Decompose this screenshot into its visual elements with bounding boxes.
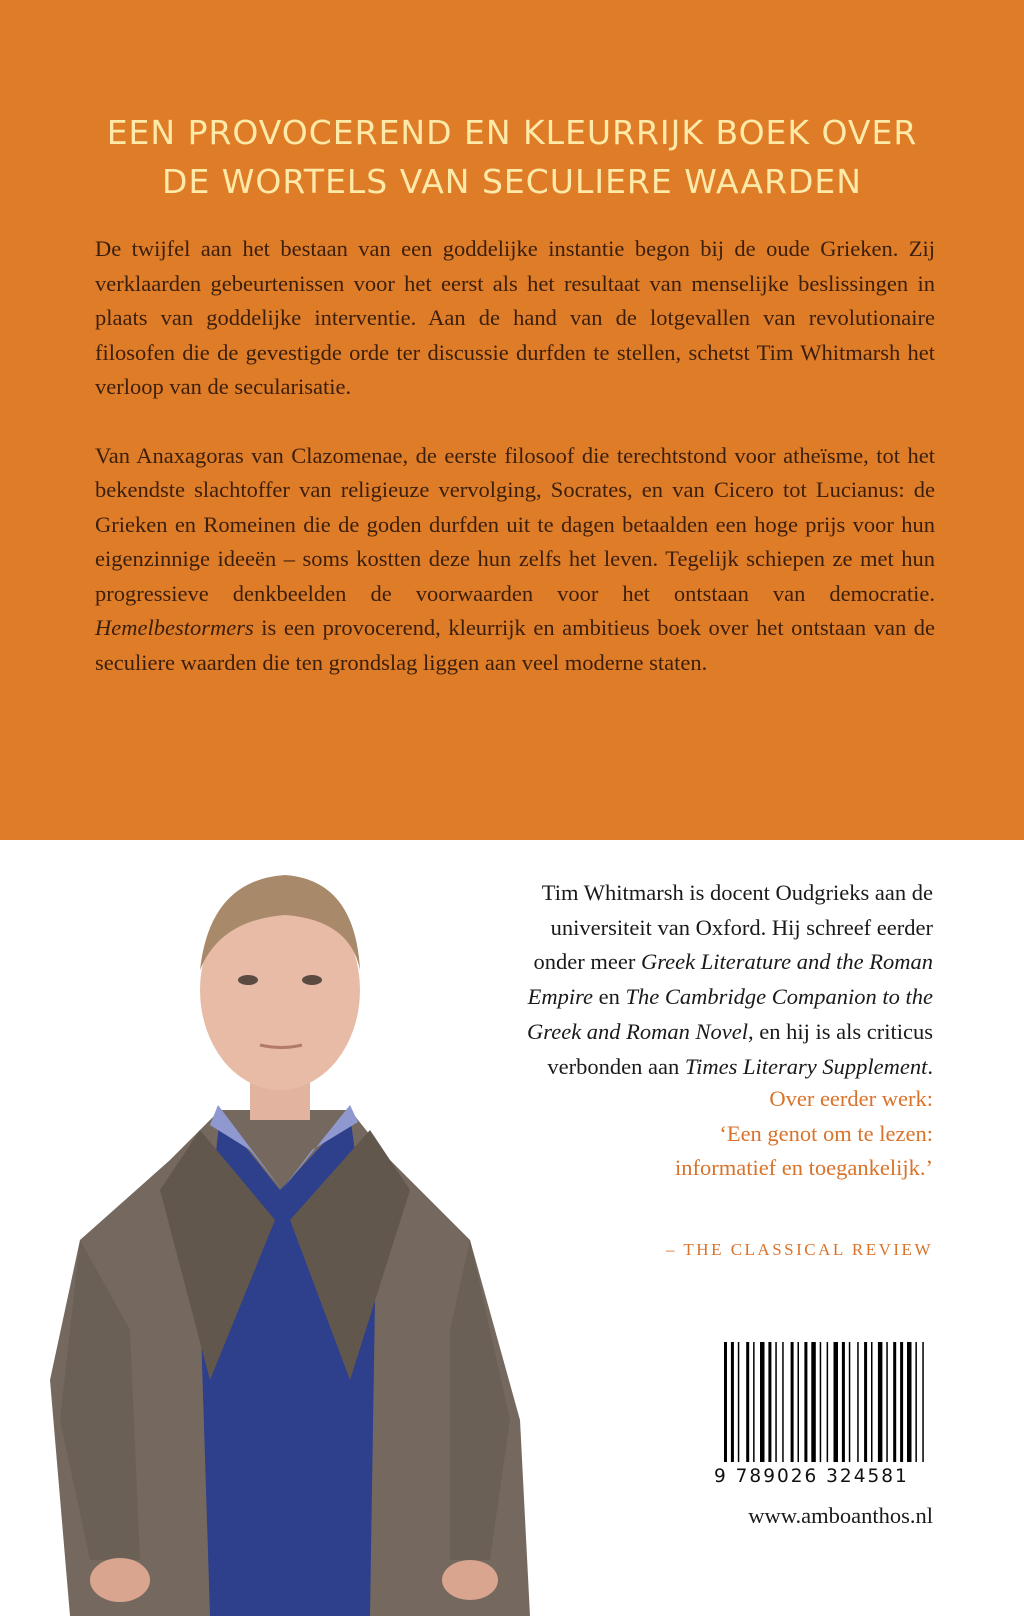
bio-line xyxy=(405,980,933,1015)
barcode-bar xyxy=(893,1342,896,1462)
barcode-bar xyxy=(768,1342,771,1462)
praise-line: ‘Een genot om te lezen: xyxy=(719,1120,933,1146)
bio-book-title: Greek Literature and the Roman xyxy=(640,949,933,975)
barcode-bar xyxy=(849,1342,851,1462)
praise-source: – THE CLASSICAL REVIEW xyxy=(665,1240,933,1259)
bio-line: Tim Whitmarsh is docent Oudgrieks aan de xyxy=(541,880,933,905)
barcode-bar xyxy=(804,1342,807,1462)
blurb xyxy=(95,232,935,680)
barcode xyxy=(694,1342,932,1488)
bio-text: , en hij is als criticus xyxy=(748,1018,933,1044)
barcode-bar xyxy=(811,1342,816,1462)
barcode-bars xyxy=(724,1342,930,1462)
barcode-bar xyxy=(907,1342,912,1462)
barcode-bar xyxy=(827,1342,829,1462)
barcode-bar xyxy=(798,1342,800,1462)
bio-text: en xyxy=(593,984,626,1010)
isbn-number: 9 789026 324581 xyxy=(714,1466,909,1487)
bio-book-title: Empire xyxy=(527,984,593,1010)
blurb-paragraph-2-end: is een provocerend, kleurrijk en ambitieus boek over het ontstaan van de seculiere waarden die ten grondslag liggen aan veel moderne staten. xyxy=(95,615,935,675)
barcode-bar xyxy=(775,1342,777,1462)
blurb-paragraph-2 xyxy=(95,439,935,681)
barcode-bar xyxy=(746,1342,749,1462)
barcode-bar xyxy=(871,1342,873,1462)
barcode-bar xyxy=(820,1342,822,1462)
author-bio xyxy=(405,876,933,1084)
bio-text: onder meer xyxy=(533,949,641,975)
bio-text: verbonden aan xyxy=(547,1053,685,1079)
barcode-bar xyxy=(724,1342,727,1462)
barcode-bar xyxy=(760,1342,765,1462)
barcode-bar xyxy=(900,1342,903,1462)
bio-book-title: The Cambridge Companion to the xyxy=(625,984,933,1010)
barcode-bar xyxy=(731,1342,734,1462)
barcode-bar xyxy=(886,1342,888,1462)
headline-line-2: DE WORTELS VAN SECULIERE WAARDEN xyxy=(162,162,862,201)
bio-book-title: Greek and Roman Novel xyxy=(527,1018,749,1044)
headline-line-1: EEN PROVOCEREND EN KLEURRIJK BOEK OVER xyxy=(106,113,918,152)
bio-line: universiteit van Oxford. Hij schreef eerder xyxy=(550,914,933,940)
barcode-bar xyxy=(864,1342,867,1462)
blurb-paragraph-1: De twijfel aan het bestaan van een goddelijke instantie begon bij de oude Grieken. Zij verklaarden gebeurtenissen voor het eerst als het resultaat van menselijke beslissingen in plaats van goddelijke interventie. Aan de hand van de lotgevallen van revolutionaire filosofen die de gevestigde orde ter discussie durfden te stellen, schetst Tim Whitmarsh het verloop van de secularisatie. xyxy=(95,236,935,399)
bio-line xyxy=(405,945,933,980)
bio-text: . xyxy=(927,1053,933,1079)
headline xyxy=(0,108,1024,206)
barcode-bar xyxy=(791,1342,794,1462)
barcode-bar xyxy=(915,1342,917,1462)
praise-line: informatief en toegankelijk.’ xyxy=(674,1155,933,1180)
barcode-bar xyxy=(878,1342,883,1462)
bio-publication-title: Times Literary Supplement xyxy=(684,1053,928,1079)
praise-quote xyxy=(560,1082,933,1186)
bio-line xyxy=(405,1050,933,1085)
blurb-paragraph-2-start: Van Anaxagoras van Clazomenae, de eerste filosoof die terechtstond voor atheïsme, tot het bekendste slachtoffer van religieuze vervolging, Socrates, en van Cicero tot Lucianus: de Grieken en Romeinen die de goden durfden uit te dagen betaalden een hoge prijs voor hun eigenzinnige ideeën – soms kostten deze hun zelfs het leven. Tegelijk schiepen ze met hun progressieve denkbeelden de voorwaarden voor het ontstaan van democratie. xyxy=(95,442,935,606)
barcode-bar xyxy=(782,1342,784,1462)
barcode-bar xyxy=(753,1342,755,1462)
barcode-bar xyxy=(842,1342,845,1462)
barcode-bar xyxy=(922,1342,924,1462)
praise-line: Over eerder werk: xyxy=(769,1086,933,1111)
barcode-bar xyxy=(738,1342,740,1462)
publisher-website[interactable]: www.amboanthos.nl xyxy=(748,1503,933,1528)
barcode-bar xyxy=(857,1342,859,1462)
book-title: Hemelbestormers xyxy=(95,615,254,640)
barcode-bar xyxy=(834,1342,839,1462)
bio-line xyxy=(405,1015,933,1050)
